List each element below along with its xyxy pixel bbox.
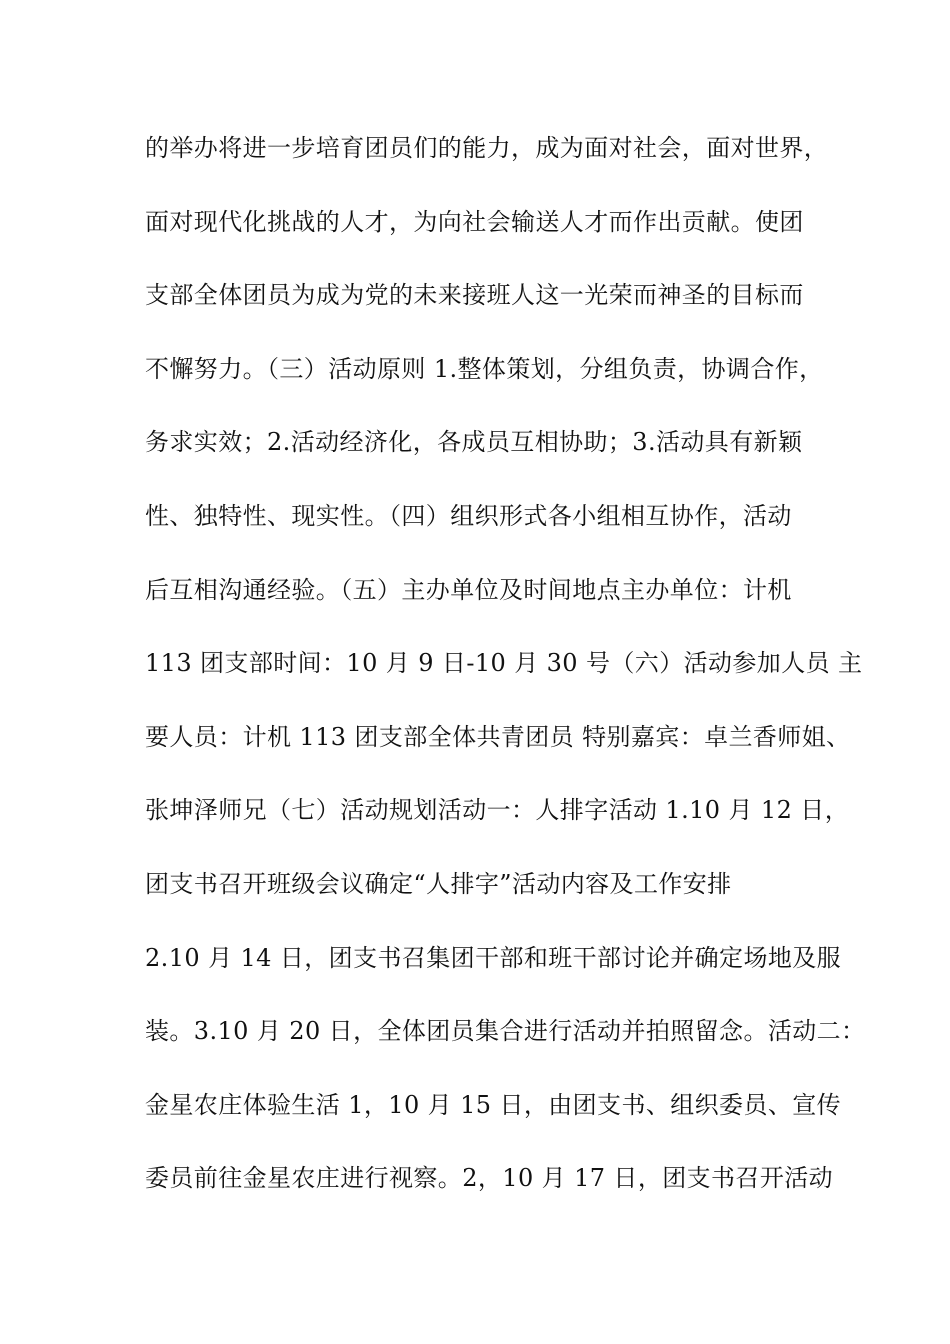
text-line-3: 支部全体团员为成为党的未来接班人这一光荣而神圣的目标而	[145, 281, 804, 310]
text-line-7: 后互相沟通经验。（五）主办单位及时间地点主办单位：计机	[145, 575, 792, 604]
text-line-6: 性、独特性、现实性。（四）组织形式各小组相互协作，活动	[145, 501, 792, 530]
text-line-1: 的举办将进一步培育团员们的能力，成为面对社会，面对世界，	[145, 134, 829, 162]
body-text	[145, 128, 866, 1232]
text-line-15: 委员前往金星农庄进行视察。2，10 月 17 日，团支书召开活动	[145, 1164, 834, 1193]
text-line-12: 2.10 月 14 日，团支书召集团干部和班干部讨论并确定场地及服	[145, 943, 842, 972]
text-line-13: 装。3.10 月 20 日，全体团员集合进行活动并拍照留念。活动二：	[145, 1017, 866, 1046]
text-line-10: 张坤泽师兄（七）活动规划活动一：人排字活动 1.10 月 12 日，	[145, 796, 850, 825]
text-line-14: 金星农庄体验生活 1，10 月 15 日，由团支书、组织委员、宣传	[145, 1090, 842, 1119]
text-line-5: 务求实效；2.活动经济化，各成员互相协助；3.活动具有新颖	[145, 428, 803, 457]
text-line-4: 不懈努力。（三）活动原则 1.整体策划，分组负责，协调合作，	[145, 354, 824, 383]
text-line-9: 要人员：计机 113 团支部全体共青团员 特别嘉宾：卓兰香师姐、	[145, 722, 851, 751]
text-line-2: 面对现代化挑战的人才，为向社会输送人才而作出贡献。使团	[145, 207, 804, 236]
text-line-11: 团支书召开班级会议确定“人排字”活动内容及工作安排	[145, 869, 732, 898]
text-line-8: 113 团支部时间：10 月 9 日-10 月 30 号（六）活动参加人员 主	[145, 649, 863, 678]
